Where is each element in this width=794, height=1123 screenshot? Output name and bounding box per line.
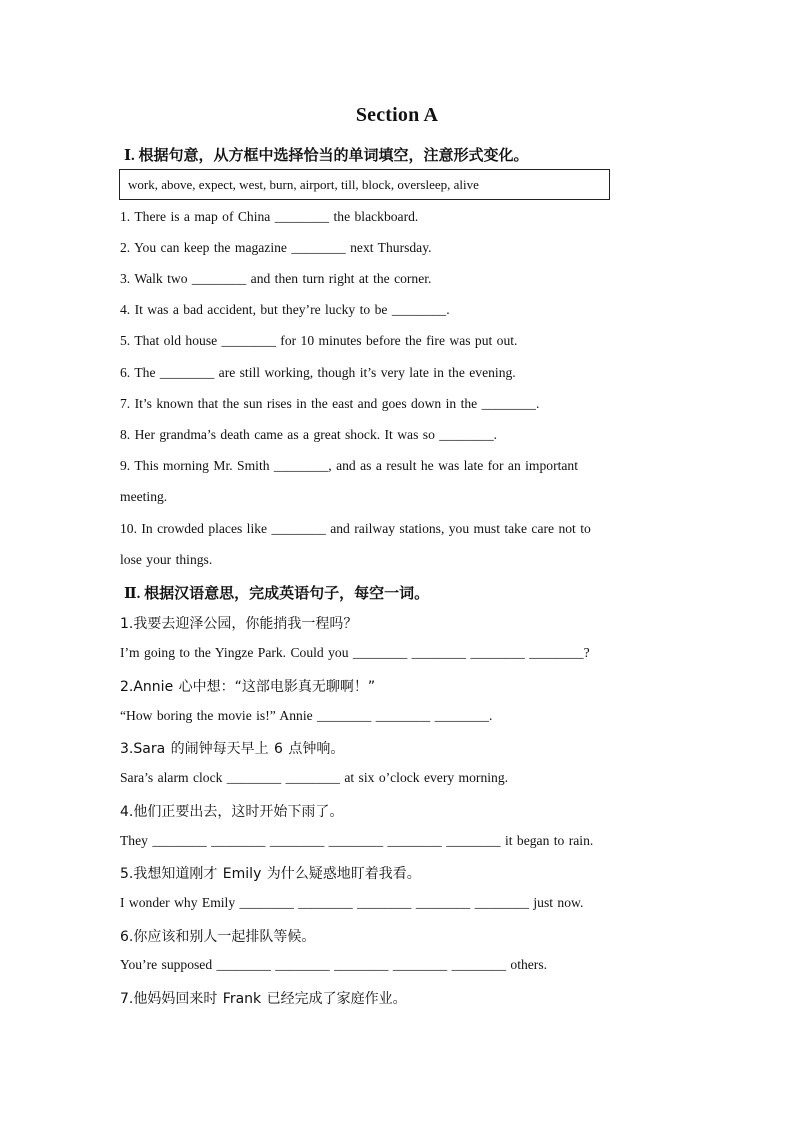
part1-item-1: 1. There is a map of China ________ the blackboard. [120,209,419,224]
part1-item-8: 8. Her grandma’s death came as a great shock. It was so ________. [120,427,498,442]
word-bank-box: work, above, expect, west, burn, airport, till, block, oversleep, alive [119,169,610,200]
part1-heading: Ⅰ. 根据句意，从方框中选择恰当的单词填空，注意形式变化。 [124,148,529,164]
part1-item-3: 3. Walk two ________ and then turn right at the corner. [120,271,432,286]
part2-item-5-chinese: 5.我想知道刚才 Emily 为什么疑惑地盯着我看。 [120,866,421,882]
part1-item-6: 6. The ________ are still working, though it’s very late in the evening. [120,365,516,380]
part1-item-4: 4. It was a bad accident, but they’re lucky to be ________. [120,302,450,317]
part2-item-5-english: I wonder why Emily ________ ________ ________ ________ ________ just now. [120,895,584,910]
part1-item-10-cont: lose your things. [120,552,213,567]
part2-heading: Ⅱ. 根据汉语意思，完成英语句子，每空一词。 [124,586,430,602]
page-title: Section A [355,104,439,126]
part2-item-1-english: I’m going to the Yingze Park. Could you ________ ________ ________ ________? [120,645,590,660]
part2-item-2-english: “How boring the movie is!” Annie ________ ________ ________. [120,708,493,723]
part2-item-4-english: They ________ ________ ________ ________ ________ ________ it began to rain. [120,833,594,848]
part2-item-6-english: You’re supposed ________ ________ ________ ________ ________ others. [120,957,548,972]
part2-item-2-chinese: 2.Annie 心中想：“这部电影真无聊啊！” [120,679,376,695]
part1-item-7: 7. It’s known that the sun rises in the east and goes down in the ________. [120,396,540,411]
part2-item-4-chinese: 4.他们正要出去，这时开始下雨了。 [120,804,344,820]
part1-item-9-cont: meeting. [120,489,168,504]
part2-item-7-chinese: 7.他妈妈回来时 Frank 已经完成了家庭作业。 [120,991,407,1007]
part2-item-6-chinese: 6.你应该和别人一起排队等候。 [120,929,316,945]
part2-item-3-chinese: 3.Sara 的闹钟每天早上 6 点钟响。 [120,741,345,757]
part1-item-9: 9. This morning Mr. Smith ________, and as a result he was late for an important [120,458,578,473]
part1-item-10: 10. In crowded places like ________ and railway stations, you must take care not to [120,521,591,536]
part1-item-2: 2. You can keep the magazine ________ next Thursday. [120,240,432,255]
part2-item-1-chinese: 1.我要去迎泽公园，你能捎我一程吗？ [120,616,358,632]
part1-item-5: 5. That old house ________ for 10 minutes before the fire was put out. [120,333,518,348]
part2-item-3-english: Sara’s alarm clock ________ ________ at six o’clock every morning. [120,770,509,785]
